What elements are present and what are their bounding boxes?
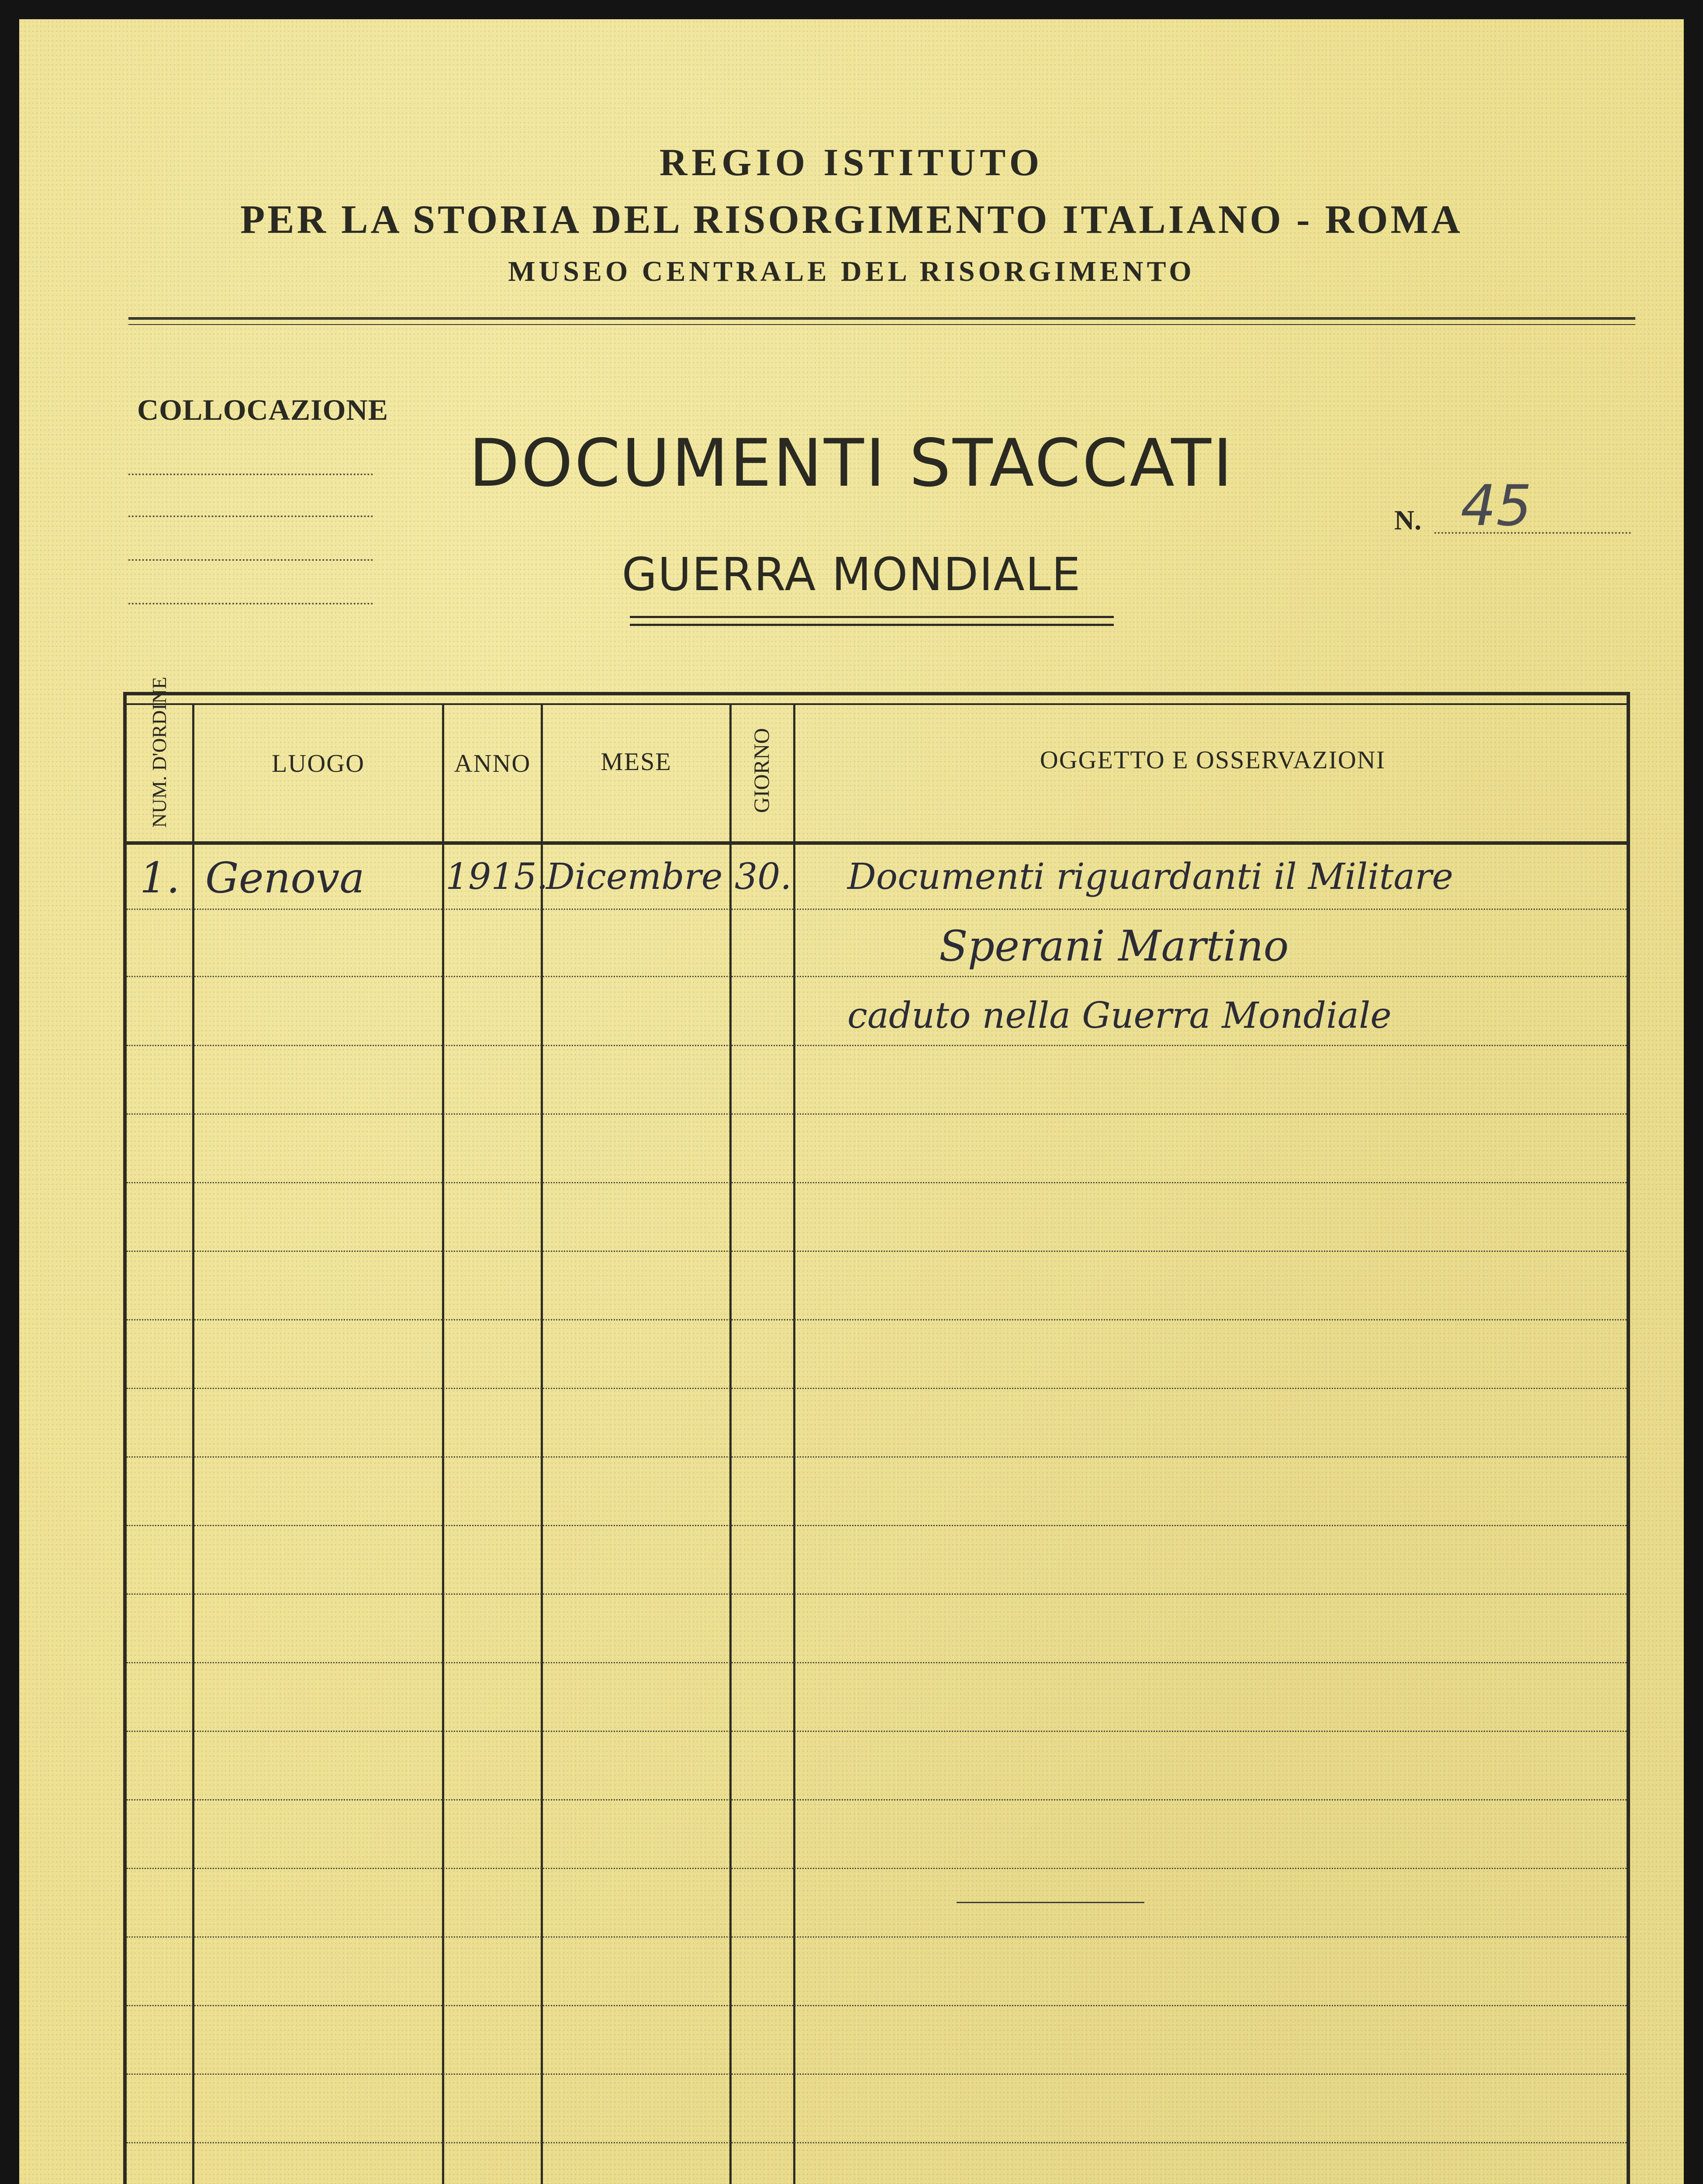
- ruled-line: [127, 1045, 1627, 1046]
- entry-oggetto-line: Documenti riguardanti il Militare: [847, 856, 1454, 898]
- entry-giorno: 30.: [735, 856, 792, 898]
- ruled-line: [127, 1319, 1627, 1320]
- column-header-luogo: LUOGO: [272, 749, 365, 778]
- page-subtitle: GUERRA MONDIALE: [622, 548, 1081, 601]
- header-rule-thin: [128, 324, 1635, 325]
- column-header-anno: ANNO: [454, 749, 531, 778]
- entry-oggetto-line: caduto nella Guerra Mondiale: [847, 995, 1392, 1037]
- column-header-oggetto: OGGETTO E OSSERVAZIONI: [1040, 746, 1386, 774]
- collocazione-line: [128, 603, 373, 605]
- column-divider: [729, 705, 732, 2184]
- institute-subtitle: PER LA STORIA DEL RISORGIMENTO ITALIANO - ROMA: [240, 197, 1463, 242]
- ruled-line: [127, 1456, 1627, 1458]
- number-label: N.: [1394, 505, 1422, 536]
- ruled-line: [127, 1662, 1627, 1663]
- ruled-line: [127, 1525, 1627, 1526]
- register-table: [123, 677, 1630, 2184]
- ruled-line: [127, 1593, 1627, 1595]
- column-divider: [793, 705, 795, 2184]
- collocazione-line: [128, 515, 373, 517]
- table-body: [127, 677, 1627, 2184]
- stray-pen-mark: [957, 1902, 1144, 1903]
- entry-luogo: Genova: [205, 854, 365, 902]
- institute-name: REGIO ISTITUTO: [659, 142, 1044, 184]
- ruled-line: [127, 1388, 1627, 1389]
- collocazione-label: COLLOCAZIONE: [137, 393, 388, 426]
- entry-num: 1.: [140, 854, 180, 902]
- entry-oggetto-line: Sperani Martino: [939, 922, 1289, 971]
- museum-name: MUSEO CENTRALE DEL RISORGIMENTO: [508, 256, 1195, 287]
- ruled-line: [127, 1868, 1627, 1869]
- ruled-line: [127, 2005, 1627, 2006]
- subtitle-underline: [630, 624, 1114, 626]
- header-separator: [127, 841, 1627, 845]
- subtitle-underline: [630, 616, 1114, 618]
- column-header-mese: MESE: [601, 747, 672, 776]
- ruled-line: [127, 2142, 1627, 2143]
- ruled-line: [127, 909, 1627, 910]
- document-sheet: [19, 19, 1684, 2184]
- ruled-line: [127, 1936, 1627, 1938]
- ruled-line: [127, 2073, 1627, 2075]
- ruled-line: [127, 1731, 1627, 1732]
- page-title: DOCUMENTI STACCATI: [469, 425, 1234, 501]
- ruled-line: [127, 1799, 1627, 1800]
- column-header-giorno: GIORNO: [749, 728, 774, 813]
- ruled-line: [127, 1182, 1627, 1183]
- column-header-num-ordine: NUM. D'ORDINE: [148, 677, 170, 828]
- entry-mese: Dicembre: [546, 856, 723, 898]
- ruled-line: [127, 1251, 1627, 1252]
- document-number: 45: [1461, 473, 1532, 539]
- ruled-line: [127, 976, 1627, 977]
- column-divider: [541, 705, 543, 2184]
- entry-anno: 1915.: [446, 856, 548, 898]
- column-divider: [442, 705, 444, 2184]
- header-rule: [128, 317, 1635, 320]
- ruled-line: [127, 1113, 1627, 1115]
- column-divider: [192, 705, 194, 2184]
